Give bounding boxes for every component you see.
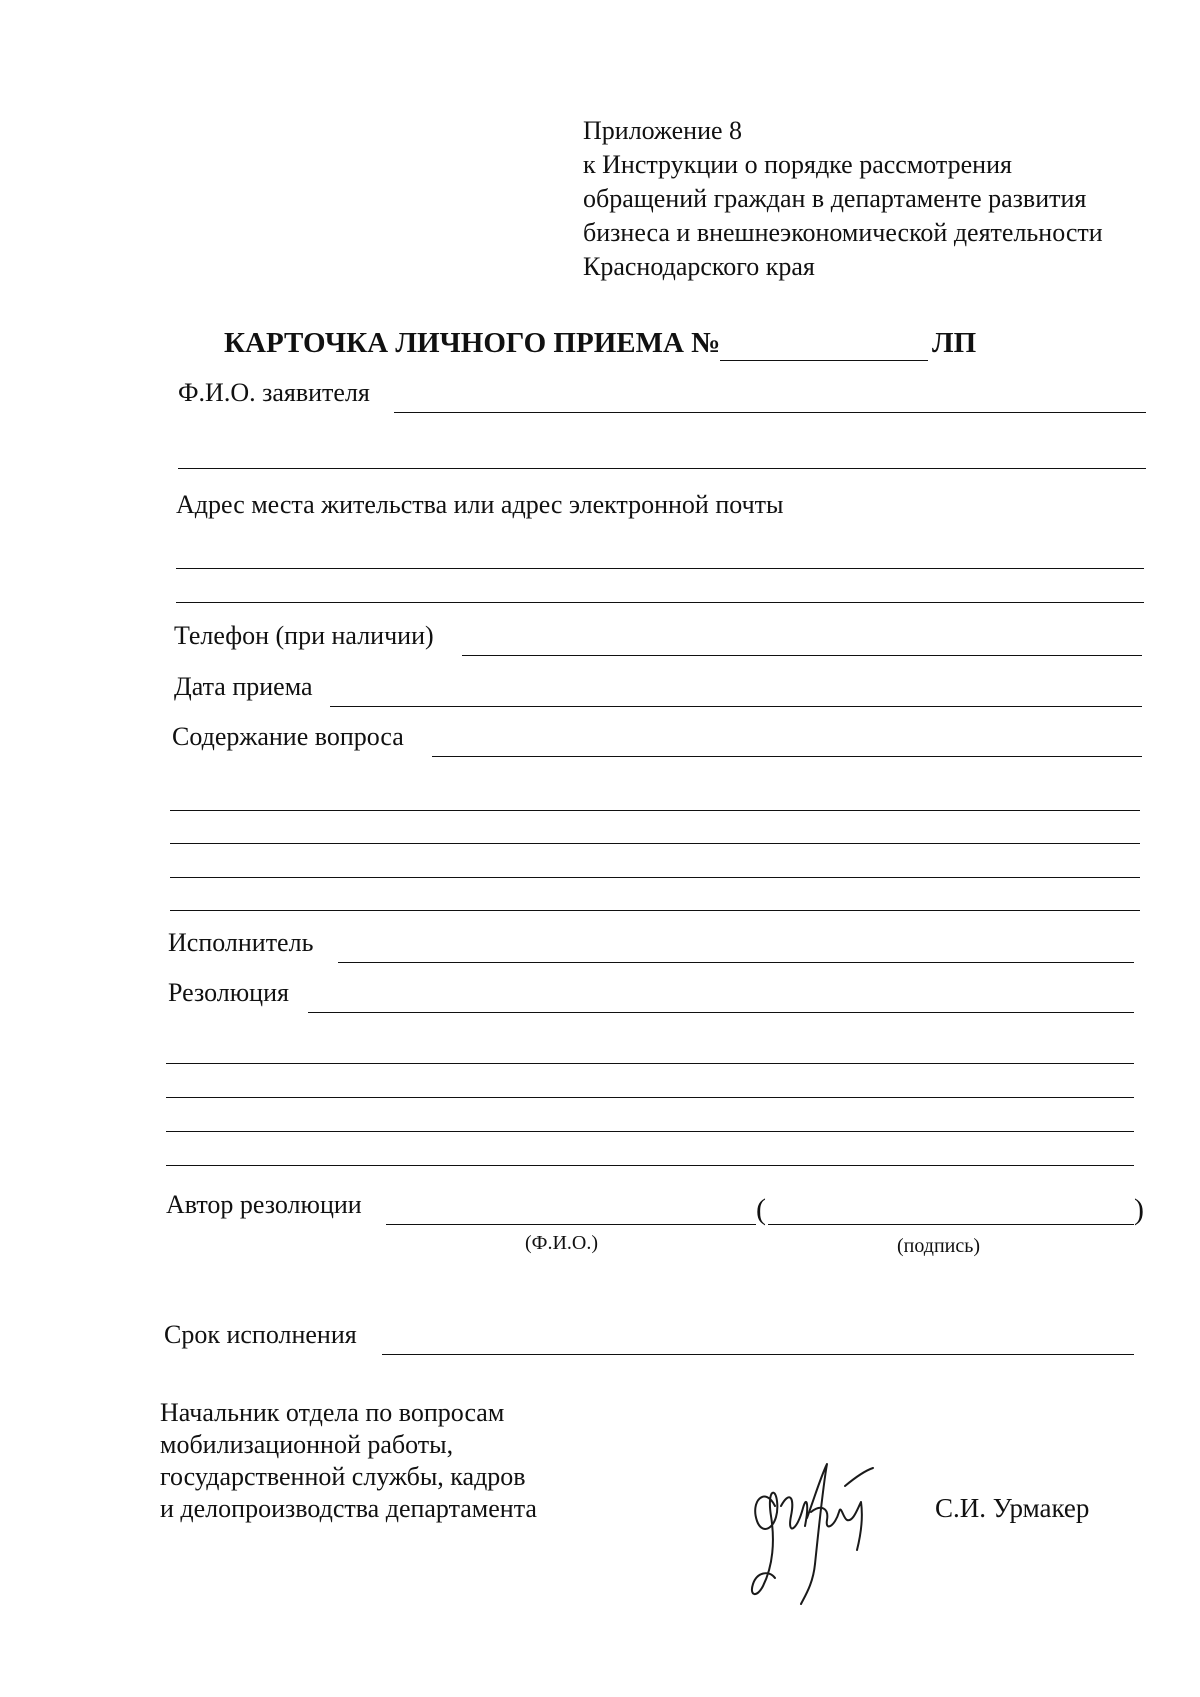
content-field-line-1[interactable]	[432, 756, 1142, 757]
author-label: Автор резолюции	[166, 1190, 362, 1219]
form-title-row	[224, 322, 984, 366]
signature-open-paren: (	[756, 1193, 766, 1226]
signature-close-paren: )	[1134, 1193, 1144, 1226]
content-field-line-3[interactable]	[170, 843, 1140, 844]
fio-field-line-2[interactable]	[178, 468, 1146, 469]
resolution-field-line-1[interactable]	[308, 1012, 1134, 1013]
form-title-suffix: ЛП	[932, 327, 977, 359]
appendix-header	[583, 114, 1103, 284]
date-label: Дата приема	[174, 672, 313, 701]
appendix-line: к Инструкции о порядке рассмотрения	[583, 150, 1012, 179]
appendix-line: бизнеса и внешнеэкономической деятельности	[583, 218, 1103, 247]
content-field-line-2[interactable]	[170, 810, 1140, 811]
resolution-label: Резолюция	[168, 978, 289, 1007]
resolution-field-line-4[interactable]	[166, 1131, 1134, 1132]
signer-name: С.И. Урмакер	[935, 1493, 1090, 1523]
fio-caption: (Ф.И.О.)	[525, 1232, 599, 1254]
deadline-field[interactable]	[382, 1354, 1134, 1355]
address-field-line-2[interactable]	[176, 602, 1144, 603]
content-field-line-4[interactable]	[170, 877, 1140, 878]
date-field[interactable]	[330, 706, 1142, 707]
signature-caption: (подпись)	[897, 1235, 981, 1257]
resolution-field-line-2[interactable]	[166, 1063, 1134, 1064]
content-label: Содержание вопроса	[172, 722, 404, 751]
signer-position	[160, 1397, 537, 1525]
signer-position-line: государственной службы, кадров	[160, 1462, 526, 1491]
signer-position-line: мобилизационной работы,	[160, 1430, 454, 1459]
phone-field[interactable]	[462, 655, 1142, 656]
appendix-line: Краснодарского края	[583, 252, 815, 281]
address-label: Адрес места жительства или адрес электронной почты	[176, 490, 784, 519]
form-title: КАРТОЧКА ЛИЧНОГО ПРИЕМА №	[224, 327, 721, 359]
phone-label: Телефон (при наличии)	[174, 621, 434, 650]
deadline-label: Срок исполнения	[164, 1320, 357, 1349]
signer-position-line: Начальник отдела по вопросам	[160, 1398, 505, 1427]
resolution-field-line-3[interactable]	[166, 1097, 1134, 1098]
fio-field[interactable]	[394, 412, 1146, 413]
signer-position-line: и делопроизводства департамента	[160, 1494, 537, 1523]
address-field-line-1[interactable]	[176, 568, 1144, 569]
card-number-field[interactable]	[720, 360, 928, 361]
author-signature-field[interactable]	[768, 1224, 1134, 1225]
executor-field[interactable]	[338, 962, 1134, 963]
appendix-line: Приложение 8	[583, 116, 743, 145]
executor-label: Исполнитель	[168, 928, 314, 957]
handwritten-signature	[745, 1446, 895, 1606]
author-fio-field[interactable]	[386, 1224, 756, 1225]
appendix-line: обращений граждан в департаменте развития	[583, 184, 1087, 213]
content-field-line-5[interactable]	[170, 910, 1140, 911]
fio-label: Ф.И.О. заявителя	[178, 378, 370, 407]
resolution-field-line-5[interactable]	[166, 1165, 1134, 1166]
